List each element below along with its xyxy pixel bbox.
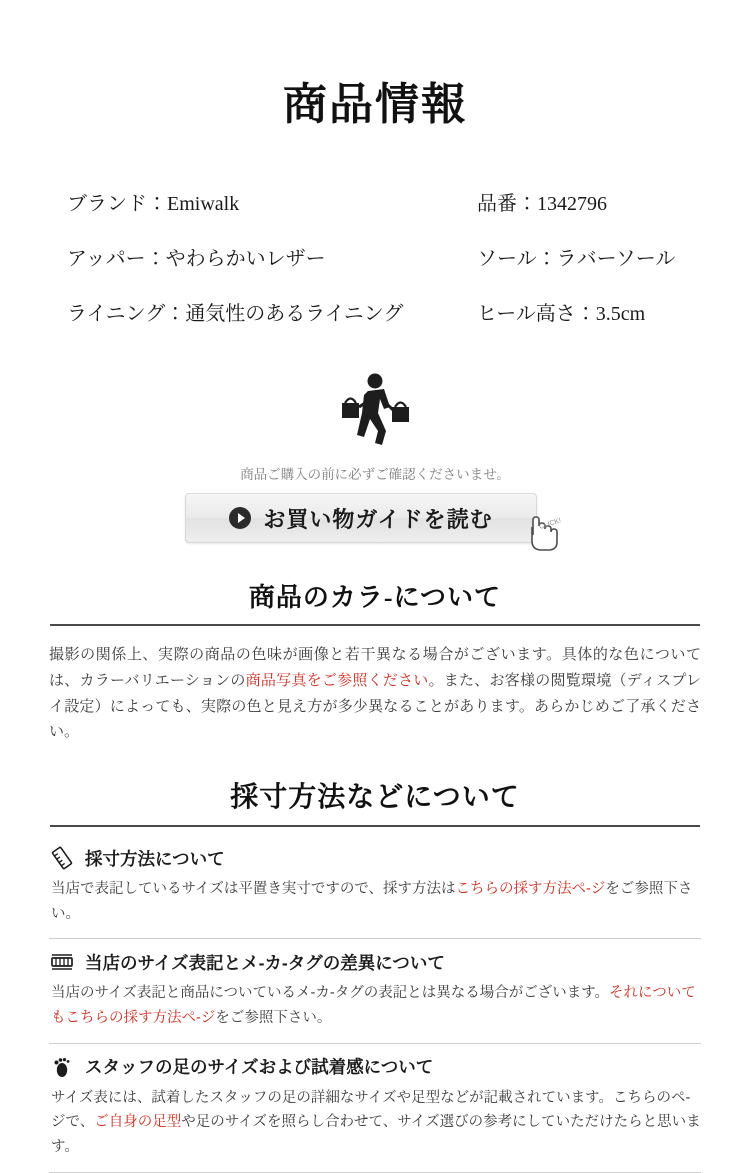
footprint-icon bbox=[49, 1054, 75, 1080]
guide-note: 商品ご購入の前に必ずご確認くださいませ。 bbox=[240, 467, 510, 482]
item-body-part1: 当店で表記しているサイズは平置き実寸ですので、採す方法は bbox=[51, 881, 456, 898]
click-cursor-label: CLICK! bbox=[538, 517, 563, 531]
list-item bbox=[49, 939, 701, 1043]
item-title: 採寸方法について bbox=[85, 848, 225, 869]
spec-table bbox=[63, 174, 687, 339]
color-section-paragraph bbox=[49, 642, 701, 745]
item-body-link[interactable]: ご自身の足型 bbox=[94, 1114, 182, 1131]
table-row bbox=[63, 284, 687, 339]
spec-upper: アッパー：やわらかいレザー bbox=[67, 248, 326, 270]
color-paragraph-highlight: 商品写真をご参照ください bbox=[245, 671, 429, 689]
measure-items-list bbox=[49, 835, 701, 1172]
item-header bbox=[49, 949, 701, 975]
play-icon bbox=[229, 507, 251, 529]
color-section-heading: 商品のカラ-について bbox=[248, 583, 502, 612]
item-body-link[interactable]: こちらの採す方法ペ-ジ bbox=[455, 881, 606, 898]
table-row bbox=[63, 174, 687, 229]
color-paragraph-part2: 。また、お客様の閲覧環境（ディスプレイ設定）によっても、実際の色と見え方が多少異なることがあります。あらかじめご了承ください。 bbox=[49, 671, 701, 741]
item-body-part1: 当店のサイズ表記と商品についているメ-カ-タグの表記とは異なる場合がございます。 bbox=[51, 985, 610, 1002]
shopping-guide-button[interactable] bbox=[185, 493, 537, 543]
item-body-link[interactable]: それについてもこちらの採す方法ペ-ジ bbox=[51, 985, 696, 1027]
item-body bbox=[51, 981, 701, 1030]
shopping-person-icon bbox=[330, 373, 420, 459]
guide-button-row bbox=[0, 493, 750, 551]
item-body-part1: サイズ表には、試着したスタッフの足の詳細なサイズや足型などが記載されています。こちらのペ-ジで、 bbox=[51, 1089, 691, 1131]
measure-section-heading: 採寸方法などについて bbox=[230, 782, 520, 814]
spec-brand: ブランド：Emiwalk bbox=[67, 193, 240, 215]
list-item bbox=[49, 835, 701, 939]
spec-lining: ライニング：通気性のあるライニング bbox=[67, 303, 404, 325]
shopper-illustration bbox=[0, 373, 750, 461]
item-title: 当店のサイズ表記とメ-カ-タグの差異について bbox=[85, 952, 445, 973]
divider bbox=[50, 624, 700, 626]
item-body-part2: をご参照下さい。 bbox=[215, 1010, 332, 1027]
item-header bbox=[49, 845, 701, 871]
spec-item-number: 品番：1342796 bbox=[477, 193, 607, 215]
table-row bbox=[63, 229, 687, 284]
color-paragraph-part1: 撮影の関係上、実際の商品の色味が画像と若干異なる場合がございます。具体的な色については、カラーバリエーションの bbox=[49, 646, 701, 689]
item-header bbox=[49, 1054, 701, 1080]
page-title: 商品情報 bbox=[283, 80, 467, 129]
spec-heel-height: ヒール高さ：3.5cm bbox=[477, 303, 646, 325]
click-cursor-icon bbox=[520, 515, 564, 555]
item-body bbox=[51, 877, 701, 926]
size-chart-icon bbox=[49, 949, 75, 975]
item-body-part2: や足のサイズを照らし合わせて、サイズ選びの参考にしていただけたらと思います。 bbox=[51, 1114, 701, 1156]
shopping-guide-button-label: お買い物ガイドを読む bbox=[263, 506, 493, 532]
divider bbox=[50, 825, 700, 827]
list-item bbox=[49, 1044, 701, 1173]
spec-sole: ソール：ラバーソール bbox=[477, 248, 676, 270]
ruler-icon bbox=[49, 845, 75, 871]
item-body-part2: をご参照下さい。 bbox=[51, 881, 693, 922]
item-title: スタッフの足のサイズおよび試着感について bbox=[85, 1057, 434, 1078]
